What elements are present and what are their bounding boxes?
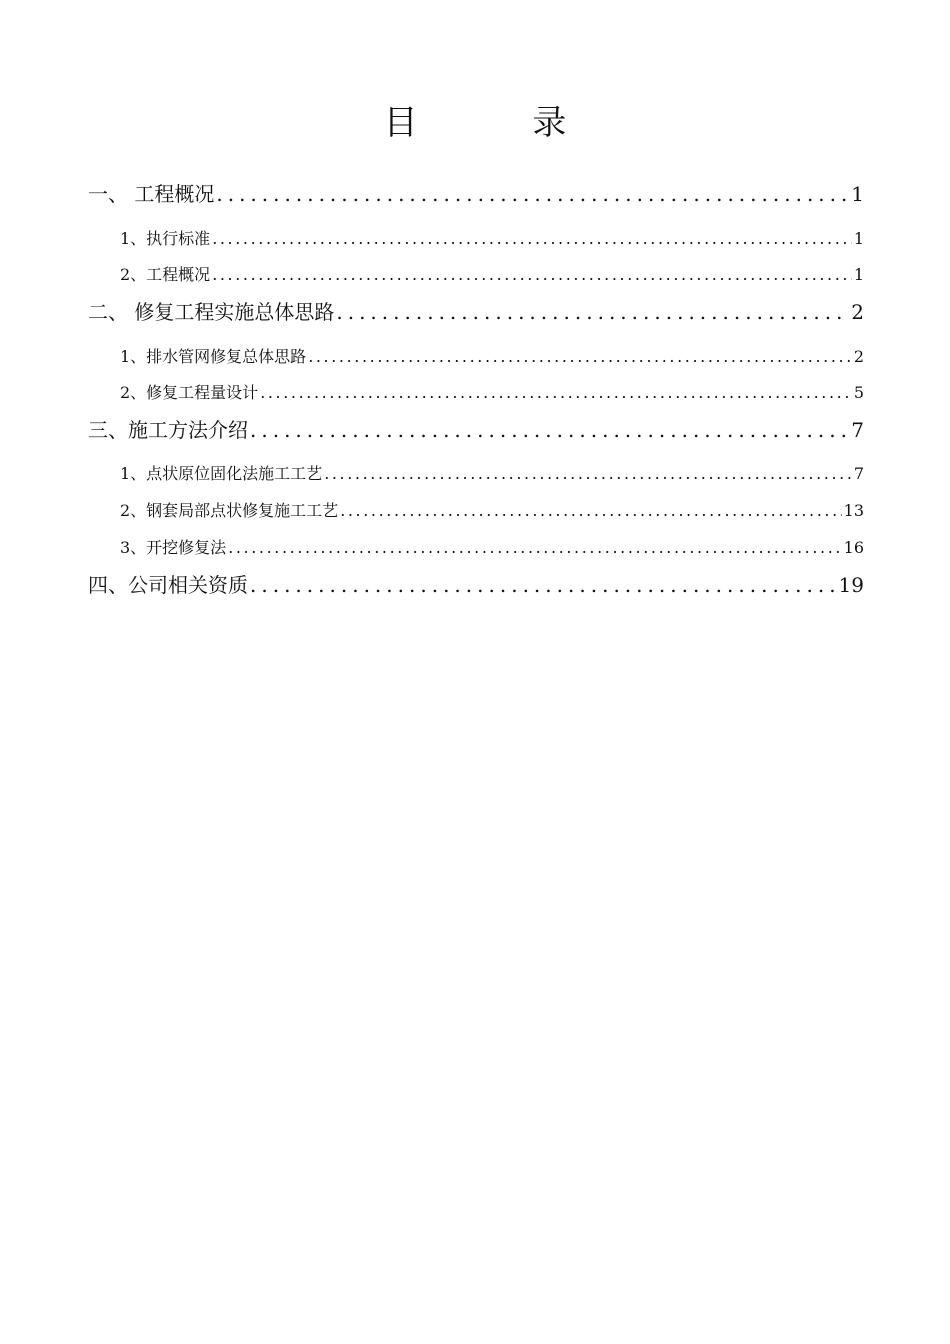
toc-dot-leader: [250, 571, 837, 599]
toc-dot-leader: [308, 346, 852, 368]
toc-entry-page: 2: [853, 347, 864, 366]
toc-entry-page: 19: [838, 573, 864, 597]
toc-entry-page: 5: [853, 383, 864, 402]
toc-entry-label: 二、 修复工程实施总体思路: [88, 300, 335, 324]
toc-entry-1-1[interactable]: [120, 228, 864, 250]
toc-dot-leader: [212, 264, 852, 286]
toc-entry-page: 16: [843, 538, 864, 557]
toc-entry-page: 1: [853, 229, 864, 248]
toc-dot-leader: [228, 537, 841, 559]
toc-dot-leader: [212, 228, 852, 250]
toc-dot-leader: [336, 298, 849, 326]
toc-entry-label: 四、公司相关资质: [88, 573, 248, 597]
toc-entry-2-2[interactable]: [120, 382, 864, 404]
toc-dot-leader: [340, 500, 841, 522]
toc-entry-label: 2、工程概况: [120, 265, 211, 284]
toc-dot-leader: [260, 382, 852, 404]
toc-entry-page: 13: [843, 501, 864, 520]
toc-entry-3[interactable]: [88, 416, 864, 444]
toc-entry-page: 1: [851, 182, 864, 206]
toc-entry-3-3[interactable]: [120, 537, 864, 559]
toc-entry-label: 2、修复工程量设计: [120, 383, 259, 402]
toc-entry-label: 一、 工程概况: [88, 182, 215, 206]
toc-entry-label: 1、执行标准: [120, 229, 211, 248]
toc-entry-label: 2、钢套局部点状修复施工工艺: [120, 501, 339, 520]
toc-entry-page: 7: [851, 418, 864, 442]
toc-dot-leader: [250, 416, 849, 444]
toc-entry-page: 1: [853, 265, 864, 284]
toc-entry-label: 三、施工方法介绍: [88, 418, 248, 442]
toc-entry-1-2[interactable]: [120, 264, 864, 286]
toc-entry-page: 2: [851, 300, 864, 324]
toc-entry-2[interactable]: [88, 298, 864, 326]
toc-entry-2-1[interactable]: [120, 346, 864, 368]
toc-entry-1[interactable]: [88, 180, 864, 208]
toc-entry-page: 7: [853, 464, 864, 483]
toc-dot-leader: [216, 180, 849, 208]
toc-dot-leader: [324, 463, 852, 485]
toc-entry-4[interactable]: [88, 571, 864, 599]
toc-title: 目 录: [383, 103, 619, 143]
toc-entry-3-1[interactable]: [120, 463, 864, 485]
toc-entry-label: 1、点状原位固化法施工工艺: [120, 464, 323, 483]
toc-entry-label: 1、排水管网修复总体思路: [120, 347, 307, 366]
toc-entry-3-2[interactable]: [120, 500, 864, 522]
toc-entry-label: 3、开挖修复法: [120, 538, 227, 557]
